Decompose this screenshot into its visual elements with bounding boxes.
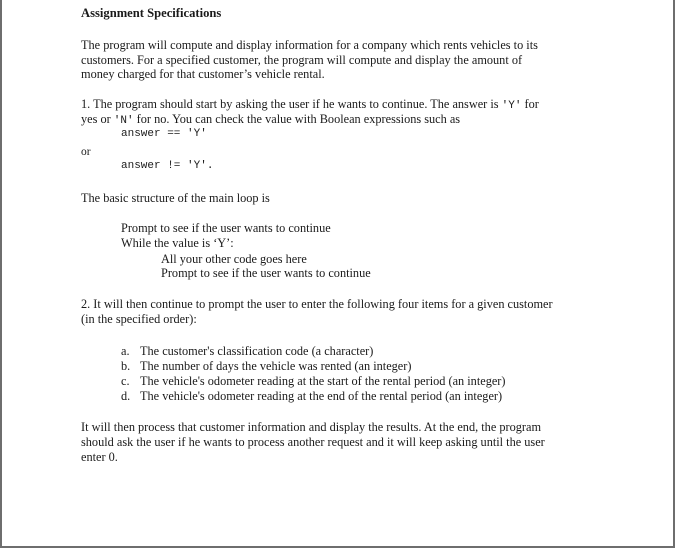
list-item-marker: a.: [121, 344, 130, 358]
closing-line-1: It will then process that customer information and display the results. At the end, the program: [81, 420, 542, 434]
page-title: Assignment Specifications: [81, 6, 222, 20]
list-item: [121, 374, 506, 389]
intro-line-3: money charged for that customer’s vehicle rental.: [81, 67, 325, 81]
step1-code-n: 'N': [113, 115, 134, 127]
loop-body-2: Prompt to see if the user wants to continue: [161, 266, 371, 280]
list-item-text: The vehicle's odometer reading at the end of the rental period (an integer): [140, 389, 503, 403]
loop-while: While the value is ‘Y’:: [121, 236, 234, 250]
code-expression-not-equals: answer != 'Y'.: [121, 160, 214, 172]
list-item-marker: d.: [121, 389, 131, 403]
step1-line-2-suffix: for no. You can check the value with Boolean expressions such as: [133, 112, 461, 126]
loop-prompt: Prompt to see if the user wants to continue: [121, 221, 331, 235]
code-expression-equals: answer == 'Y': [121, 128, 207, 140]
list-item-text: The customer's classification code (a character): [140, 344, 374, 358]
intro-line-1: The program will compute and display information for a company which rents vehicles to its: [81, 38, 538, 52]
list-item-text: The vehicle's odometer reading at the start of the rental period (an integer): [140, 374, 506, 388]
list-item-text: The number of days the vehicle was rented (an integer): [140, 359, 412, 373]
step1-code-y: 'Y': [501, 100, 522, 112]
loop-body-1: All your other code goes here: [161, 252, 307, 266]
list-item: [121, 359, 411, 374]
closing-line-3: enter 0.: [81, 450, 118, 464]
intro-line-2: customers. For a specified customer, the program will compute and display the amount of: [81, 53, 523, 67]
step2-line-2: (in the specified order):: [81, 312, 197, 326]
list-item: [121, 344, 373, 359]
step2-line-1: 2. It will then continue to prompt the user to enter the following four items for a given customer: [81, 297, 553, 311]
or-label: or: [81, 146, 91, 158]
list-item-marker: b.: [121, 359, 131, 373]
list-item-marker: c.: [121, 374, 130, 388]
loop-heading: The basic structure of the main loop is: [81, 191, 270, 205]
closing-line-2: should ask the user if he wants to process another request and it will keep asking until the user: [81, 435, 545, 449]
list-item: [121, 389, 502, 404]
step1-line-1-suffix: for: [521, 97, 539, 111]
step1-line-1-prefix: 1. The program should start by asking the user if he wants to continue. The answer is: [81, 97, 502, 111]
step1-line-2-prefix: yes or: [81, 112, 114, 126]
